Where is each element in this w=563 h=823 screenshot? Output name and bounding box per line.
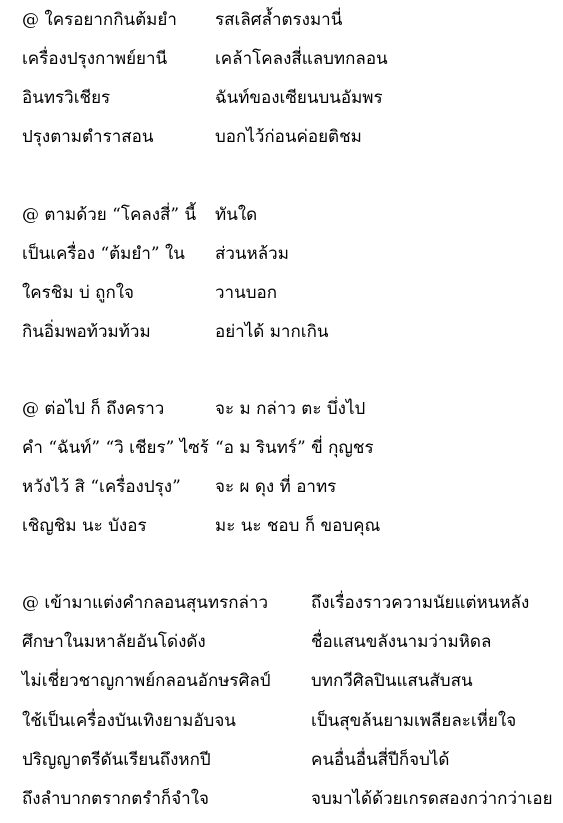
- poem-line: [22, 588, 552, 627]
- poem-line: [22, 394, 552, 433]
- first-hemistich: อินทรวิเชียร: [22, 88, 111, 108]
- poem-line: [22, 627, 552, 666]
- first-hemistich: @ ต่อไป ก็ ถึงคราว: [22, 399, 165, 419]
- stanza-3: [22, 394, 552, 550]
- poem-line: [22, 83, 552, 122]
- second-hemistich: เป็นสุขล้นยามเพลียละเหี่ยใจ: [311, 710, 517, 731]
- first-hemistich: ไม่เชี่ยวชาญกาพย์กลอนอักษรศิลป์: [22, 671, 271, 692]
- first-hemistich: @ เข้ามาแต่งคำกลอนสุนทรกล่าว: [22, 593, 269, 613]
- second-hemistich: จะ ผ ดุง ที่ อาทร: [215, 477, 337, 497]
- first-hemistich: คำ “ฉันท์” “วิ เชียร” ไซร้: [22, 438, 209, 458]
- second-hemistich: ชื่อแสนขลังนามว่ามหิดล: [311, 632, 492, 653]
- second-hemistich: อย่าได้ มากเกิน: [215, 322, 329, 342]
- first-hemistich: ศึกษาในมหาลัยอันโด่งดัง: [22, 632, 206, 653]
- second-hemistich: ส่วนหล้วม: [215, 244, 289, 264]
- first-hemistich: เครื่องปรุงกาพย์ยานี: [22, 49, 168, 69]
- poem-line: [22, 278, 552, 317]
- stanza-4: [22, 588, 552, 823]
- second-hemistich: จบมาได้ด้วยเกรดสองกว่ากว่าเอย: [311, 788, 553, 809]
- poem-line: [22, 784, 552, 823]
- first-hemistich: เป็นเครื่อง “ต้มยำ” ใน: [22, 244, 185, 264]
- poem-line: [22, 706, 552, 745]
- stanza-1: [22, 5, 552, 161]
- first-hemistich: หวังไว้ สิ “เครื่องปรุง”: [22, 477, 181, 497]
- first-hemistich: ใช้เป็นเครื่องบันเทิงยามอับจน: [22, 710, 236, 731]
- first-hemistich: ถึงลำบากตรากตรำก็จำใจ: [22, 788, 209, 809]
- second-hemistich: รสเลิศล้ำตรงมานี่: [215, 10, 343, 30]
- second-hemistich: มะ นะ ชอบ ก็ ขอบคุณ: [215, 516, 381, 536]
- poem-line: [22, 666, 552, 705]
- first-hemistich: ปรุงตามตำราสอน: [22, 127, 154, 147]
- second-hemistich: ทันใด: [215, 205, 258, 225]
- first-hemistich: @ ใครอยากกินต้มยำ: [22, 10, 177, 30]
- second-hemistich: วานบอก: [215, 283, 278, 303]
- stanza-2: [22, 200, 552, 356]
- poem-line: [22, 239, 552, 278]
- poem-line: [22, 745, 552, 784]
- poem-line: [22, 5, 552, 44]
- first-hemistich: กินอิ่มพอท้วมท้วม: [22, 322, 151, 342]
- poem-line: [22, 317, 552, 356]
- poem-line: [22, 122, 552, 161]
- poem-line: [22, 44, 552, 83]
- poem-line: [22, 511, 552, 550]
- second-hemistich: “อ ม รินทร์” ขี่ กุญชร: [215, 438, 374, 458]
- first-hemistich: ใครชิม บ่ ถูกใจ: [22, 283, 134, 303]
- first-hemistich: ปริญญาตรีดันเรียนถึงหกปี: [22, 749, 211, 770]
- second-hemistich: ฉันท์ของเซียนบนอัมพร: [215, 88, 383, 108]
- first-hemistich: @ ตามด้วย “โคลงสี่” นี้: [22, 205, 197, 225]
- second-hemistich: บทกวีศิลปินแสนสับสน: [311, 671, 473, 692]
- second-hemistich: บอกไว้ก่อนค่อยติชม: [215, 127, 362, 147]
- first-hemistich: เชิญชิม นะ บังอร: [22, 516, 147, 536]
- poem-line: [22, 200, 552, 239]
- second-hemistich: เคล้าโคลงสี่แลบทกลอน: [215, 49, 388, 69]
- second-hemistich: จะ ม กล่าว ตะ บึ่งไป: [215, 399, 366, 419]
- second-hemistich: คนอื่นอื่นสี่ปีก็จบได้: [311, 749, 450, 770]
- second-hemistich: ถึงเรื่องราวความนัยแต่หนหลัง: [311, 593, 530, 613]
- poem-line: [22, 433, 552, 472]
- poem-line: [22, 472, 552, 511]
